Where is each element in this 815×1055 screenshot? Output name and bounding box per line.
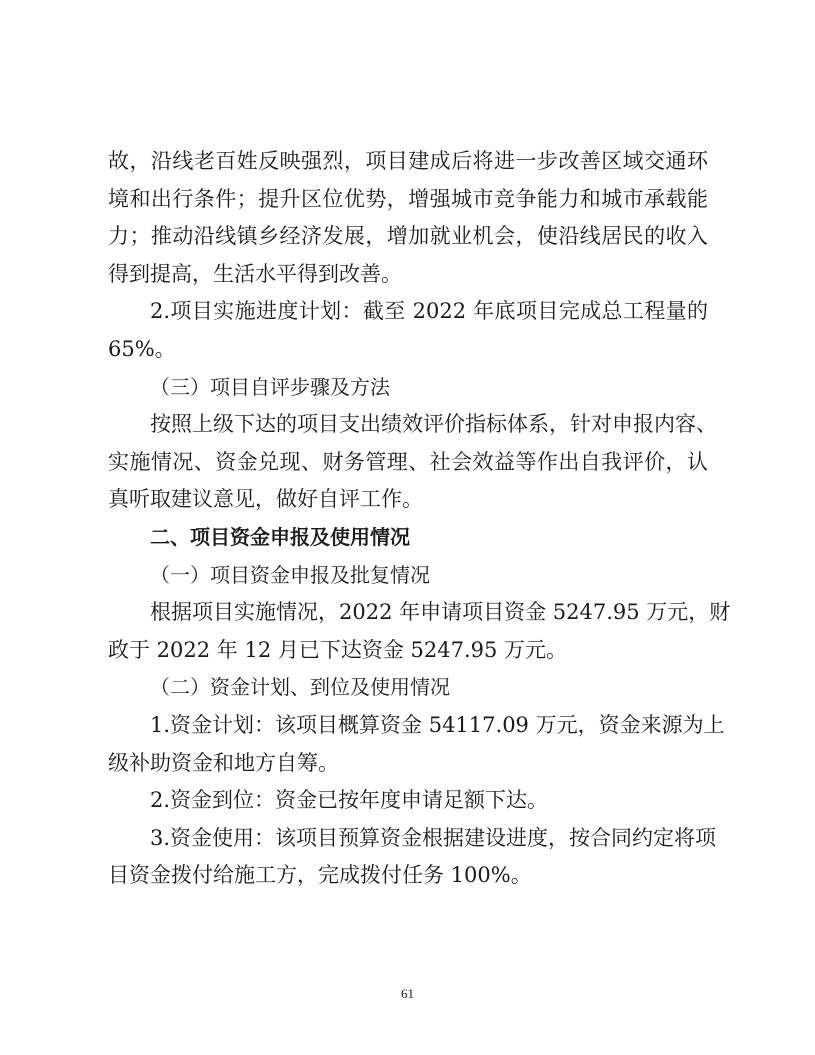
section-heading-self-evaluation: （三）项目自评步骤及方法 [150, 374, 390, 399]
text-line: 65%。 [108, 336, 176, 361]
page-number: 61 [401, 986, 414, 1001]
paragraph-fund-plan [108, 707, 725, 782]
paragraph-project-benefits [108, 143, 708, 293]
text-line: 得到提高，生活水平得到改善。 [108, 261, 402, 286]
section-heading-funding-approval: （一）项目资金申报及批复情况 [150, 562, 430, 587]
part-heading-funding: 二、项目资金申报及使用情况 [150, 524, 410, 549]
text-line: 目资金拨付给施工方，完成拨付任务 100%。 [108, 863, 532, 888]
paragraph-self-evaluation [108, 406, 717, 519]
text-line: 2.项目实施进度计划：截至 2022 年底项目完成总工程量的 [150, 299, 708, 324]
paragraph-fund-arrival: 2.资金到位：资金已按年度申请足额下达。 [150, 788, 549, 813]
text-line: 故，沿线老百姓反映强烈，项目建成后将进一步改善区域交通环 [108, 149, 708, 173]
text-line: 实施情况、资金兑现、财务管理、社会效益等作出自我评价，认 [108, 449, 708, 474]
section-heading-fund-usage: （二）资金计划、到位及使用情况 [150, 675, 450, 700]
text-line: 1.资金计划：该项目概算资金 54117.09 万元，资金来源为上 [150, 712, 725, 737]
text-line: 3.资金使用：该项目预算资金根据建设进度，按合同约定将项 [150, 825, 717, 850]
document-body [108, 143, 731, 895]
text-line: 根据项目实施情况，2022 年申请项目资金 5247.95 万元，财 [150, 600, 731, 625]
text-line: 级补助资金和地方自筹。 [108, 750, 339, 775]
text-line: 境和出行条件；提升区位优势，增强城市竞争能力和城市承载能 [108, 186, 708, 211]
paragraph-fund-use [108, 820, 717, 895]
text-line: 政于 2022 年 12 月已下达资金 5247.95 万元。 [108, 637, 568, 662]
text-line: 按照上级下达的项目支出绩效评价指标体系，针对申报内容、 [150, 412, 717, 437]
text-line: 力；推动沿线镇乡经济发展，增加就业机会，使沿线居民的收入 [108, 224, 708, 249]
paragraph-funding-approval [108, 594, 731, 669]
text-line: 真听取建议意见，做好自评工作。 [108, 487, 423, 512]
paragraph-progress-plan [108, 293, 708, 368]
